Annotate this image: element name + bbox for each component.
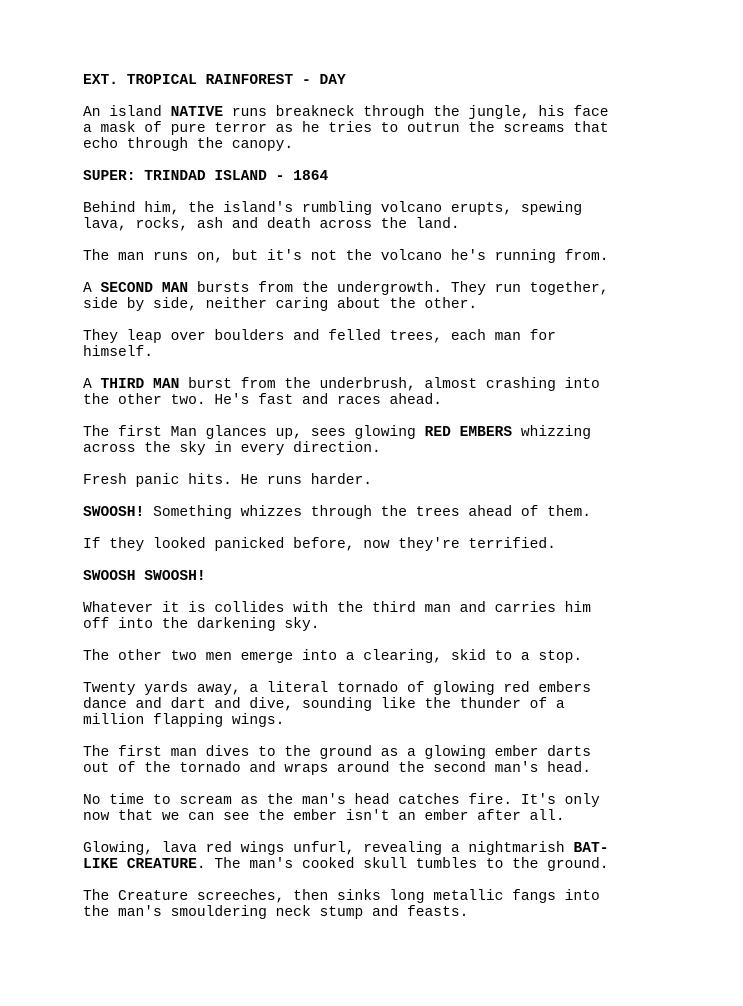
action-paragraph-2: Behind him, the island's rumbling volcano erupts, spewing lava, rocks, ash and death across the land. bbox=[83, 201, 583, 233]
action-text: burst from the underbrush, almost crashing into the other two. He's fast and races ahead. bbox=[83, 377, 600, 409]
action-paragraph-3: The man runs on, but it's not the volcano he's running from. bbox=[83, 249, 609, 265]
action-text: Something whizzes through the trees ahead of them. bbox=[144, 505, 591, 521]
action-text: bursts from the undergrowth. They run together, side by side, neither caring about the other. bbox=[83, 281, 609, 313]
action-text: . The man's cooked skull tumbles to the ground. bbox=[196, 857, 609, 873]
action-paragraph-4 bbox=[83, 281, 683, 313]
action-paragraph-10: If they looked panicked before, now they're terrified. bbox=[83, 537, 556, 553]
creature-intro-part-1: BAT- bbox=[573, 841, 609, 857]
action-text: The first Man glances up, sees glowing bbox=[83, 425, 425, 441]
action-paragraph-6 bbox=[83, 377, 683, 409]
scene-heading: EXT. TROPICAL RAINFOREST - DAY bbox=[83, 73, 346, 89]
sound-effect-swoosh: SWOOSH! bbox=[83, 505, 145, 521]
action-paragraph-12: The other two men emerge into a clearing, skid to a stop. bbox=[83, 649, 583, 665]
action-paragraph-13: Twenty yards away, a literal tornado of glowing red embers dance and dart and dive, sounding like the thunder of a million flapping wings. bbox=[83, 681, 591, 729]
action-text: Glowing, lava red wings unfurl, revealing a nightmarish bbox=[83, 841, 574, 857]
character-intro-third-man: THIRD MAN bbox=[100, 377, 180, 393]
action-paragraph-16 bbox=[83, 841, 683, 873]
action-text: A bbox=[83, 281, 101, 297]
action-paragraph-7 bbox=[83, 425, 683, 457]
character-intro-second-man: SECOND MAN bbox=[100, 281, 189, 297]
action-text: whizzing across the sky in every direction. bbox=[83, 425, 591, 457]
action-paragraph-11: Whatever it is collides with the third man and carries him off into the darkening sky. bbox=[83, 601, 591, 633]
action-paragraph-5: They leap over boulders and felled trees, each man for himself. bbox=[83, 329, 556, 361]
action-paragraph-14: The first man dives to the ground as a glowing ember darts out of the tornado and wraps around the second man's head. bbox=[83, 745, 591, 777]
creature-intro-part-2: LIKE CREATURE bbox=[83, 857, 197, 873]
action-text: runs breakneck through the jungle, his face a mask of pure terror as he tries to outrun the screams that echo through the canopy. bbox=[83, 105, 609, 153]
action-text: A bbox=[83, 377, 101, 393]
action-paragraph-17: The Creature screeches, then sinks long metallic fangs into the man's smouldering neck stump and feasts. bbox=[83, 889, 600, 921]
action-paragraph-15: No time to scream as the man's head catches fire. It's only now that we can see the ember isn't an ember after all. bbox=[83, 793, 600, 825]
action-paragraph-9 bbox=[83, 505, 683, 521]
character-intro-native: NATIVE bbox=[170, 105, 224, 121]
sound-effect-line: SWOOSH SWOOSH! bbox=[83, 569, 206, 585]
emphasis-red-embers: RED EMBERS bbox=[424, 425, 513, 441]
action-paragraph-8: Fresh panic hits. He runs harder. bbox=[83, 473, 373, 489]
super-title: SUPER: TRINDAD ISLAND - 1864 bbox=[83, 169, 329, 185]
screenplay-page bbox=[83, 73, 683, 937]
action-text: An island bbox=[83, 105, 171, 121]
action-paragraph-1 bbox=[83, 105, 683, 153]
